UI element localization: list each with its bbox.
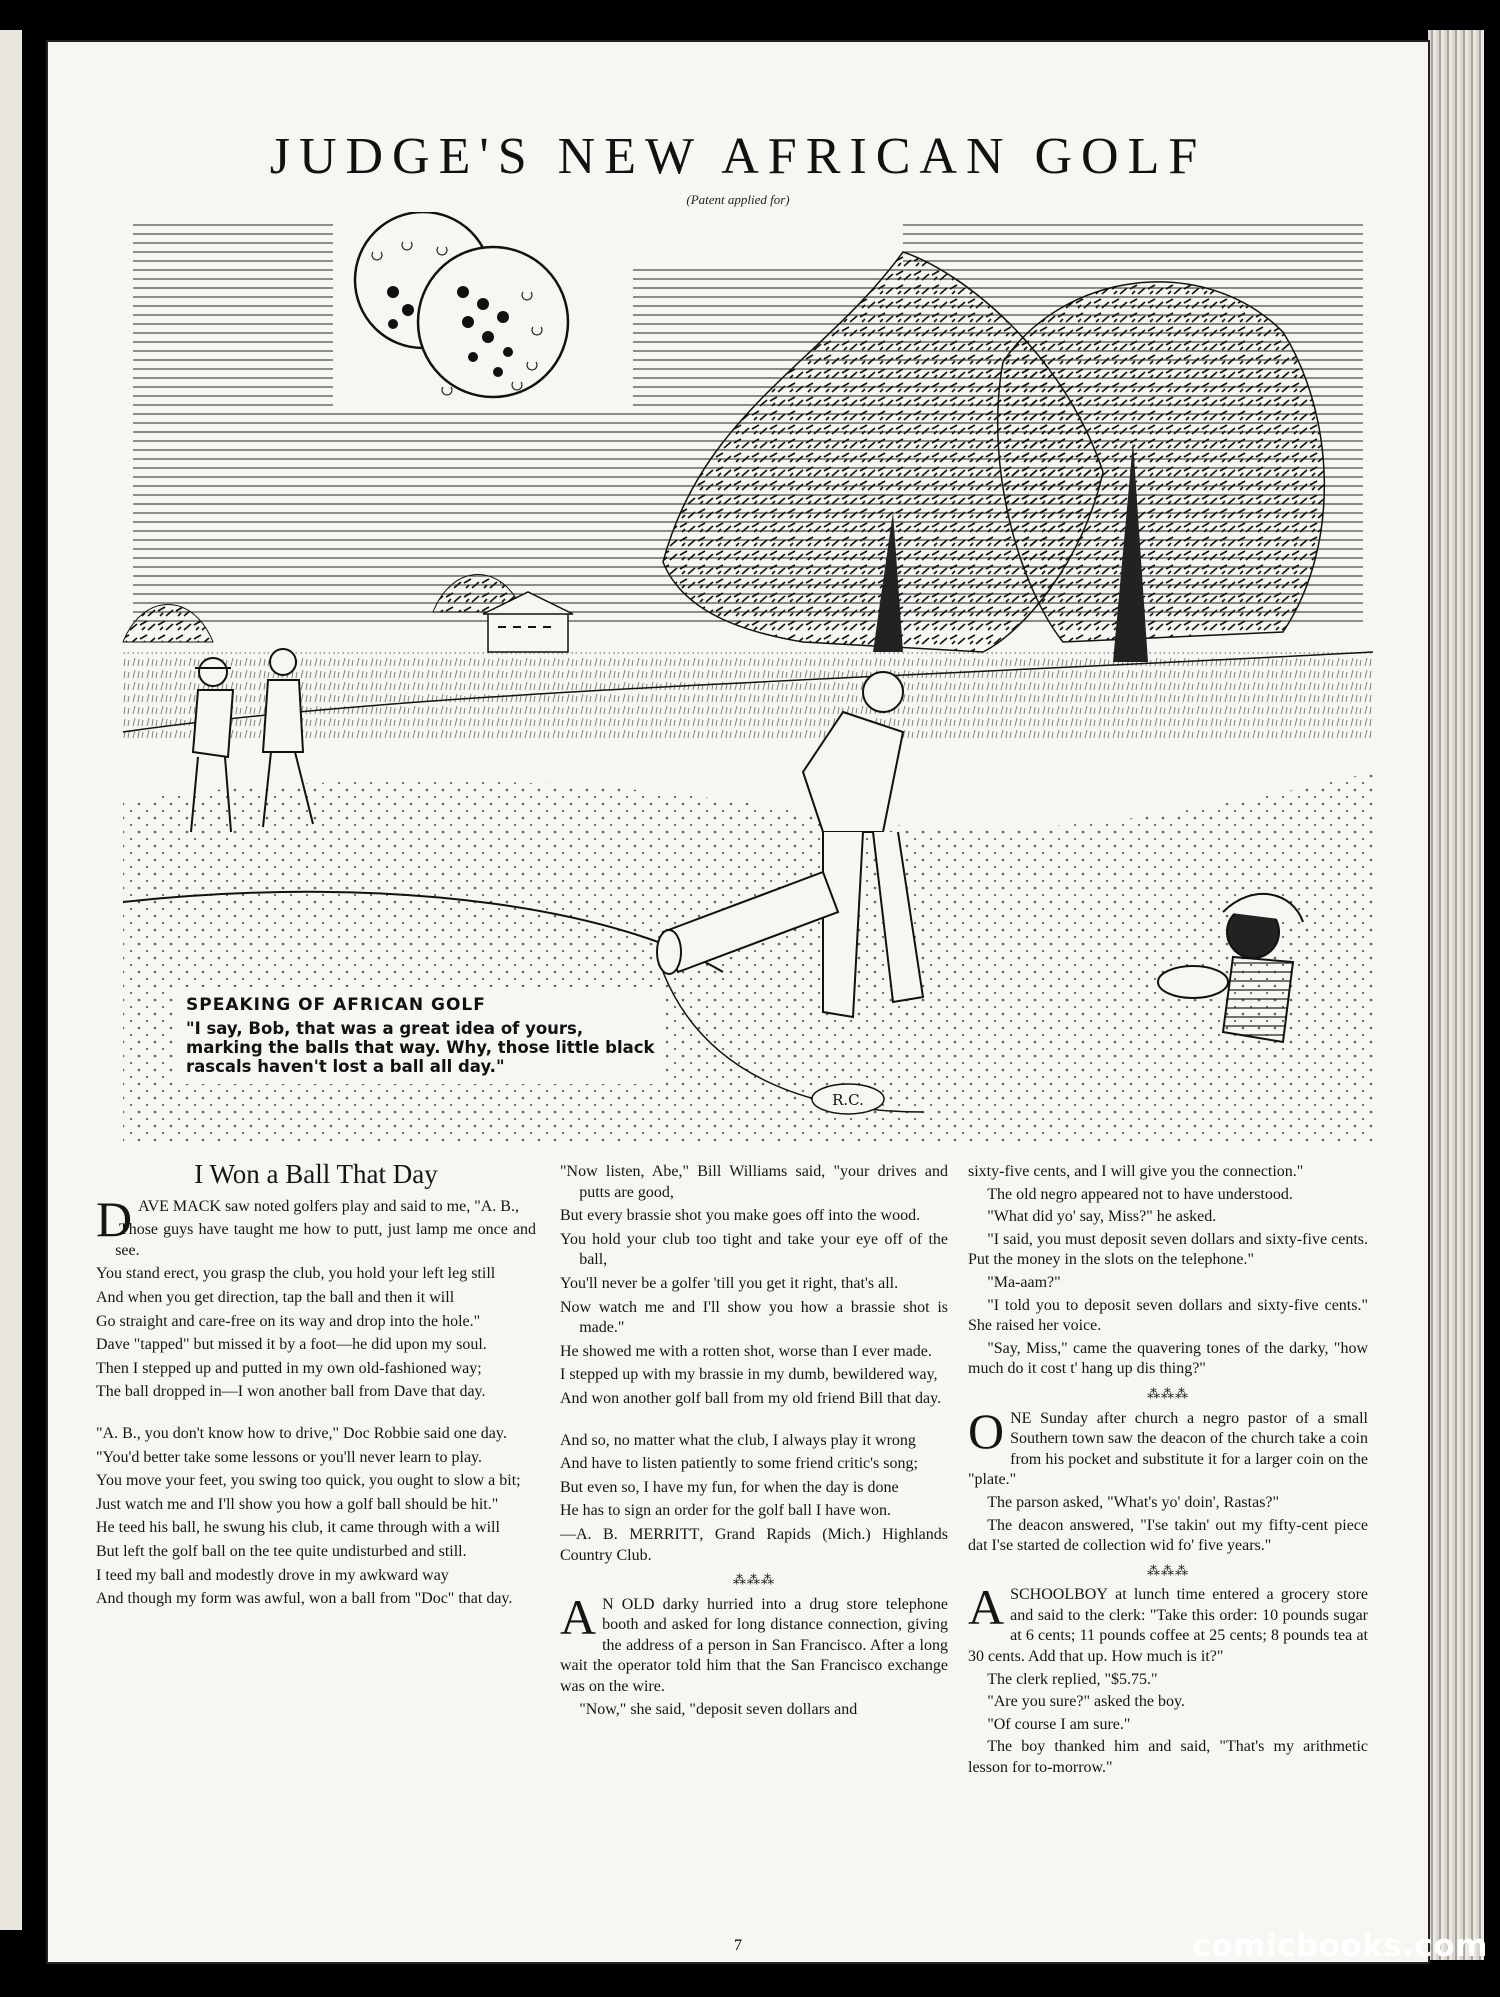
poem-line: He teed his ball, he swung his club, it came through with a will xyxy=(96,1519,500,1537)
story1-para: "I said, you must deposit seven dollars and sixty-five cents. Put the money in the slots on the telephone." xyxy=(968,1230,1368,1269)
poem-line: He showed me with a rotten shot, worse than I ever made. xyxy=(560,1342,932,1360)
drop-cap-d: D xyxy=(96,1190,133,1247)
story2-para: The parson asked, "What's yo' doin', Rastas?" xyxy=(987,1493,1280,1511)
poem-title: I Won a Ball That Day xyxy=(194,1159,438,1189)
poem-first-line: DAVE MACK saw noted golfers play and said to me, "A. B., xyxy=(96,1190,519,1247)
poem-stanza-3 xyxy=(560,1162,948,1410)
drop-cap-a: A xyxy=(560,1588,597,1645)
poem-line: "Now listen, Abe," Bill Williams said, "your drives and putts are good, xyxy=(560,1163,948,1201)
poem-line: Then I stepped up and putted in my own old-fashioned way; xyxy=(96,1359,482,1377)
poem-author: —A. B. MERRITT, Grand Rapids (Mich.) Highlands Country Club. xyxy=(560,1525,948,1564)
page-subtitle: (Patent applied for) xyxy=(686,192,790,207)
separator: ⁂⁂⁂ xyxy=(733,1572,775,1588)
story1-first-para: A N OLD darky hurried into a drug store telephone booth and asked for long distance connection, giving the address of a person in San Francisco. After a long wait the operator told him that the San Francisco exchange was on the wire. xyxy=(560,1588,949,1696)
story1-para: "Say, Miss," came the quavering tones of the darky, "how much do it cost t' hang up dis thing?" xyxy=(968,1339,1368,1378)
story3-first-para: ASCHOOLBOY at lunch time entered a grocery store and said to the clerk: "Take this order: 10 pounds sugar at 6 cents; 11 pounds coffee at 25 cents; 8 pounds tea at 30 cents. Add that up. How much is it?" xyxy=(968,1579,1368,1666)
poem-line: You'll never be a golfer 'till you get it right, that's all. xyxy=(560,1274,899,1292)
column-2 xyxy=(560,1162,948,1722)
column-3 xyxy=(968,1162,1368,1781)
story3-para: "Of course I am sure." xyxy=(987,1715,1131,1733)
poem-line: Go straight and care-free on its way and drop into the hole." xyxy=(96,1312,481,1330)
poem-line: Those guys have taught me how to putt, just lamp me once and see. xyxy=(115,1221,536,1259)
story1-para: sixty-five cents, and I will give you the connection." xyxy=(968,1163,1304,1180)
caption-quote: "I say, Bob, that was a great idea of yours, marking the balls that way. Why, those little black rascals haven't lost a ball all day." xyxy=(186,1019,655,1076)
artist-signature xyxy=(812,1084,884,1114)
watermark: comicbooks.com xyxy=(1192,1928,1488,1964)
poem-line: And though my form was awful, won a ball from "Doc" that day. xyxy=(96,1590,513,1608)
signature-text: R.C. xyxy=(832,1091,864,1109)
page-stack-edge xyxy=(1428,30,1484,1960)
poem-line: But left the golf ball on the tee quite undisturbed and still. xyxy=(96,1542,467,1560)
poem-line: And when you get direction, tap the ball and then it will xyxy=(96,1288,455,1306)
poem-line: And so, no matter what the club, I always play it wrong xyxy=(560,1431,916,1449)
poem-line: "A. B., you don't know how to drive," Doc Robbie said one day. xyxy=(96,1424,507,1442)
column-1 xyxy=(96,1159,536,1613)
poem-line: But even so, I have my fun, for when the day is done xyxy=(560,1478,899,1496)
poem-line: Just watch me and I'll show you how a golf ball should be hit." xyxy=(96,1495,499,1513)
story2-first-para: ONE Sunday after church a negro pastor of a small Southern town saw the deacon of the church take a coin from his pocket and substitute it for a larger coin on the "plate." xyxy=(968,1402,1368,1489)
magazine-page xyxy=(48,42,1428,1962)
story1-para: "What did yo' say, Miss?" he asked. xyxy=(987,1208,1217,1226)
poem-line: But every brassie shot you make goes off into the wood. xyxy=(560,1207,921,1225)
caption-heading: SPEAKING OF AFRICAN GOLF xyxy=(186,995,486,1015)
story3-para: The boy thanked him and said, "That's my arithmetic lesson for to-morrow." xyxy=(968,1738,1368,1777)
story1-para: "I told you to deposit seven dollars and sixty-five cents." She raised her voice. xyxy=(968,1296,1368,1335)
story3-para: The clerk replied, "$5.75." xyxy=(987,1670,1158,1688)
drop-cap-o: O xyxy=(968,1402,1005,1459)
poem-line: Now watch me and I'll show you how a brassie shot is made." xyxy=(560,1298,948,1337)
poem-stanza-4 xyxy=(560,1431,948,1522)
page-title: JUDGE'S NEW AFRICAN GOLF xyxy=(269,127,1207,185)
poem-line: "You'd better take some lessons or you'll never learn to play. xyxy=(96,1448,482,1466)
poem-stanza-1 xyxy=(96,1220,536,1403)
story3-para: "Are you sure?" asked the boy. xyxy=(987,1693,1185,1711)
poem-line: And have to listen patiently to some friend critic's song; xyxy=(560,1455,918,1473)
story1-para: "Now," she said, "deposit seven dollars and xyxy=(579,1700,858,1718)
poem-line: You move your feet, you swing too quick, you ought to slow a bit; xyxy=(96,1472,521,1490)
poem-line: The ball dropped in—I won another ball from Dave that day. xyxy=(96,1383,486,1401)
poem-line: You hold your club too tight and take your eye off of the ball, xyxy=(560,1230,948,1269)
poem-line: And won another golf ball from my old friend Bill that day. xyxy=(560,1389,942,1407)
separator: ⁂⁂⁂ xyxy=(1147,1562,1189,1578)
poem-line: He has to sign an order for the golf ball I have won. xyxy=(560,1502,892,1520)
drop-cap-a: A xyxy=(968,1579,1005,1636)
separator: ⁂⁂⁂ xyxy=(1147,1385,1189,1401)
illustration-caption xyxy=(176,987,666,1084)
poem-line: Dave "tapped" but missed it by a foot—he did upon my soul. xyxy=(96,1336,487,1354)
story1-para: The old negro appeared not to have understood. xyxy=(987,1185,1293,1203)
poem-line: You stand erect, you grasp the club, you hold your left leg still xyxy=(96,1265,496,1283)
poem-line: I stepped up with my brassie in my dumb, bewildered way, xyxy=(560,1366,938,1384)
poem-line: I teed my ball and modestly drove in my awkward way xyxy=(96,1566,449,1584)
poem-stanza-2 xyxy=(96,1424,536,1610)
page-number: 7 xyxy=(734,1937,742,1954)
story1-para: "Ma-aam?" xyxy=(987,1273,1061,1291)
left-page-edge xyxy=(0,30,22,1930)
story2-para: The deacon answered, "I'se takin' out my fifty-cent piece dat I'se started de collection wid fo' five years." xyxy=(968,1516,1368,1555)
